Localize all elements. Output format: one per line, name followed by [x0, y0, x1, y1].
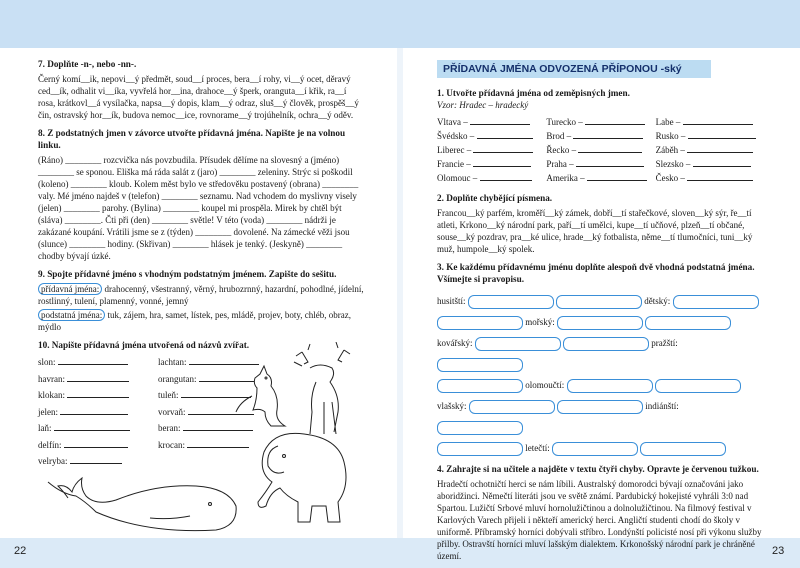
elephant-drawing	[258, 433, 346, 522]
answer-line[interactable]	[54, 422, 130, 431]
exercise-2	[437, 192, 765, 255]
place-name: Vltava –	[437, 117, 468, 127]
adjective-word: olomoučtí:	[525, 380, 565, 390]
place-name: Turecko –	[546, 117, 583, 127]
exercise-2-title: 2. Doplňte chybějící písmena.	[437, 193, 553, 203]
place-name: Olomouc –	[437, 173, 478, 183]
animal-label: klokan:	[38, 390, 65, 400]
exercise-1	[437, 87, 765, 186]
answer-line[interactable]	[64, 439, 128, 448]
exercise-8	[38, 127, 364, 262]
place-name: Amerika –	[546, 173, 585, 183]
animal-label: slon:	[38, 357, 56, 367]
animal-label: orangutan:	[158, 373, 197, 384]
answer-line[interactable]	[470, 116, 530, 125]
answer-line[interactable]	[693, 158, 751, 167]
exercise-2-text: Francou__ký parfém, kroměří__ký zámek, dobří__tí stařečkové, sloven__ký sýr, ře__tí atleti, Krkono__ký národní park, paří__tí umělci, kupe__tí učňové, plzeň__tí občané, souse__ký pozdrav, pra__ké ulice, hrade__ký fotbalista, něme__tí tlumočníci, tuni__ký muž, humpole__ký spolek.	[437, 208, 753, 254]
exercise-4-title: 4. Zahrajte si na učitele a najděte v textu čtyři chyby. Opravte je červenou tužkou.	[437, 464, 759, 474]
answer-line[interactable]	[473, 144, 533, 153]
answer-line[interactable]	[585, 116, 645, 125]
adjectives-label: přídavná jména:	[38, 283, 102, 295]
kangaroo-drawing	[236, 366, 285, 426]
place-name: Liberec –	[437, 145, 472, 155]
adjective-word: dětský:	[644, 296, 671, 306]
answer-pill[interactable]	[673, 295, 759, 309]
whale-drawing	[48, 478, 236, 531]
answer-pill[interactable]	[556, 295, 642, 309]
place-name: Česko –	[655, 173, 685, 183]
adjective-word: husitští:	[437, 296, 466, 306]
exercise-1-example: Vzor: Hradec – hradecký	[437, 100, 529, 110]
nouns-list: tuk, zájem, hra, samet, lístek, pes, mládě, projev, boty, chléb, obraz, mýdlo	[38, 310, 351, 332]
answer-line[interactable]	[687, 172, 753, 181]
exercise-10-title: 10. Napište přídavná jména utvořená od názvů zvířat.	[38, 340, 250, 350]
exercise-7-text: Černý komí__ik, nepovi__ý předmět, soud__í proces, bera__í rohy, vi__ý ocet, děravý ced__ík, odhalit vi__íka, vyvřelá hor__ina, drahoce__ý šperk, oranguta__í křik, ra__í rosa, krátkovl__á vysílačka, napsa__ý dopis, klam__ý odraz, sluš__ý člověk, prospěš__ý čin, ostravský hor__ík, budova nemoc__ice, rovnorame__ý trojúhelník, ochra__ý oděv.	[38, 74, 359, 120]
place-grid	[437, 116, 765, 186]
top-band	[0, 0, 800, 48]
section-title: PŘÍDAVNÁ JMÉNA ODVOZENÁ PŘÍPONOU -ský	[437, 60, 711, 78]
right-column	[437, 60, 765, 562]
answer-line[interactable]	[60, 406, 128, 415]
animal-label: lachtan:	[158, 357, 187, 367]
exercise-3	[437, 261, 765, 459]
exercise-3-title: 3. Ke každému přídavnému jménu doplňte alespoň dvě vhodná podstatná jména. Všímejte si pravopisu.	[437, 262, 755, 284]
animal-label: vorvaň:	[158, 406, 186, 417]
place-name: Záběh –	[655, 145, 685, 155]
exercise-1-title: 1. Utvořte přídavná jména od zeměpisných jmen.	[437, 88, 630, 98]
exercise-4-text: Hradečtí ochotničtí herci se nám líbili. Australský domorodci bývají označováni jako aboridžinci. Němečtí literáti jsou ve světě známí. Pardubický hokejisté vyhráli 3:0 nad Spartou. Lužičtí Srbové mluví hornolužičtinou a dolnolužičtinou. Na filmový festival v Karlových Varech přijeli i někteří americký herci. Angličtí studenti chodí do školy v uniformě. Příbramský horníci dobývali stříbro. Londýnští policisté nosí při výkonu služby přilby. Ostravští horníci mluví lašským dialektem. Krkonošský národní park je chráněné území.	[437, 479, 762, 561]
answer-pill[interactable]	[437, 442, 523, 456]
animal-label: krocan:	[158, 439, 185, 450]
answer-line[interactable]	[480, 172, 532, 181]
place-name: Slezsko –	[655, 159, 691, 169]
answer-pill[interactable]	[640, 442, 726, 456]
adjective-word: mořský:	[525, 317, 555, 327]
answer-pill[interactable]	[557, 400, 643, 414]
place-name: Rusko –	[655, 131, 686, 141]
place-name: Praha –	[546, 159, 574, 169]
answer-line[interactable]	[67, 389, 129, 398]
answer-pill[interactable]	[557, 316, 643, 330]
adjective-pills	[437, 291, 765, 459]
exercise-9	[38, 268, 364, 333]
answer-line[interactable]	[67, 373, 129, 382]
adjective-word: indiánští:	[645, 401, 679, 411]
answer-pill[interactable]	[437, 316, 523, 330]
adjective-word: vlašský:	[437, 401, 467, 411]
exercise-8-title: 8. Z podstatných jmen v závorce utvořte přídavná jména. Napište je na volnou linku.	[38, 128, 346, 150]
adjectives-list: drahocenný, všestranný, věrný, hrubozrnný, hazardní, pohodlné, jídelní, rostlinný, tulení, plamenný, vonné, jemný	[38, 284, 364, 306]
whale-illustration	[40, 460, 240, 540]
answer-pill[interactable]	[567, 379, 653, 393]
answer-line[interactable]	[576, 158, 644, 167]
adjective-word: kovářský:	[437, 338, 473, 348]
answer-pill[interactable]	[563, 337, 649, 351]
animal-label: jelen:	[38, 406, 58, 417]
answer-pill[interactable]	[645, 316, 731, 330]
adjective-word: letečtí:	[525, 443, 550, 453]
answer-line[interactable]	[687, 144, 753, 153]
answer-line[interactable]	[683, 116, 753, 125]
animal-label: laň:	[38, 423, 52, 433]
exercise-8-text: (Ráno) ________ rozcvička nás povzbudila. Přísudek dělíme na slovesný a (jméno) ________ se sponou. Eliška má ráda salát z (jaro) ________ zeleniny. Strýc si poškodil (koleno) ________ kloub. Kolem měst bylo ve středověku postavený (obrana) ________ valy. Mé jméno najdeš v (telefon) ________ seznamu. Nad vchodem do myslivny visely (jelen) ________ parohy. (Bylina) ________ koupel mi prospěla. Mirek by chtěl být (sláva) ________. Čti při (den) ________ světle! V této (voda) ________ nádrži je zakázané koupání. Vrátili jsme se z (týden) ________ dovolené. Na zámecké věži jsou (slunce) ________ hodiny. (Skřivan) ________ hlásek je tenký. (Jeskyně) ________ chodby bývají úzké.	[38, 155, 359, 261]
place-name: Francie –	[437, 159, 471, 169]
answer-pill[interactable]	[655, 379, 741, 393]
animals-illustration	[232, 342, 372, 532]
answer-pill[interactable]	[437, 421, 523, 435]
animal-label: velryba:	[38, 456, 68, 466]
answer-line[interactable]	[688, 130, 756, 139]
animal-label: delfín:	[38, 439, 62, 450]
answer-pill[interactable]	[437, 358, 523, 372]
answer-line[interactable]	[587, 172, 647, 181]
answer-line[interactable]	[573, 130, 643, 139]
answer-pill[interactable]	[469, 400, 555, 414]
exercise-7-title: 7. Doplňte -n-, nebo -nn-.	[38, 59, 137, 69]
answer-pill[interactable]	[552, 442, 638, 456]
exercise-4	[437, 463, 765, 562]
place-name: Labe –	[655, 117, 681, 127]
animal-label: havran:	[38, 373, 65, 384]
answer-line[interactable]	[473, 158, 531, 167]
page-number-left: 22	[14, 545, 27, 557]
answer-pill[interactable]	[468, 295, 554, 309]
answer-pill[interactable]	[475, 337, 561, 351]
answer-line[interactable]	[477, 130, 533, 139]
exercise-7	[38, 58, 364, 121]
animal-label: tuleň:	[158, 390, 179, 400]
adjective-word: pražští:	[651, 338, 678, 348]
animal-label: beran:	[158, 423, 181, 433]
answer-pill[interactable]	[437, 379, 523, 393]
answer-line[interactable]	[58, 356, 128, 365]
deer-drawing	[294, 342, 350, 434]
answer-line[interactable]	[578, 144, 642, 153]
page-number-right: 23	[772, 545, 785, 557]
page-gutter	[397, 48, 403, 538]
exercise-9-title: 9. Spojte přídavné jméno s vhodným podstatným jménem. Zapište do sešitu.	[38, 269, 337, 279]
place-name: Řecko –	[546, 145, 577, 155]
place-name: Brod –	[546, 131, 572, 141]
nouns-label: podstatná jména:	[38, 309, 105, 321]
place-name: Švédsko –	[437, 131, 475, 141]
